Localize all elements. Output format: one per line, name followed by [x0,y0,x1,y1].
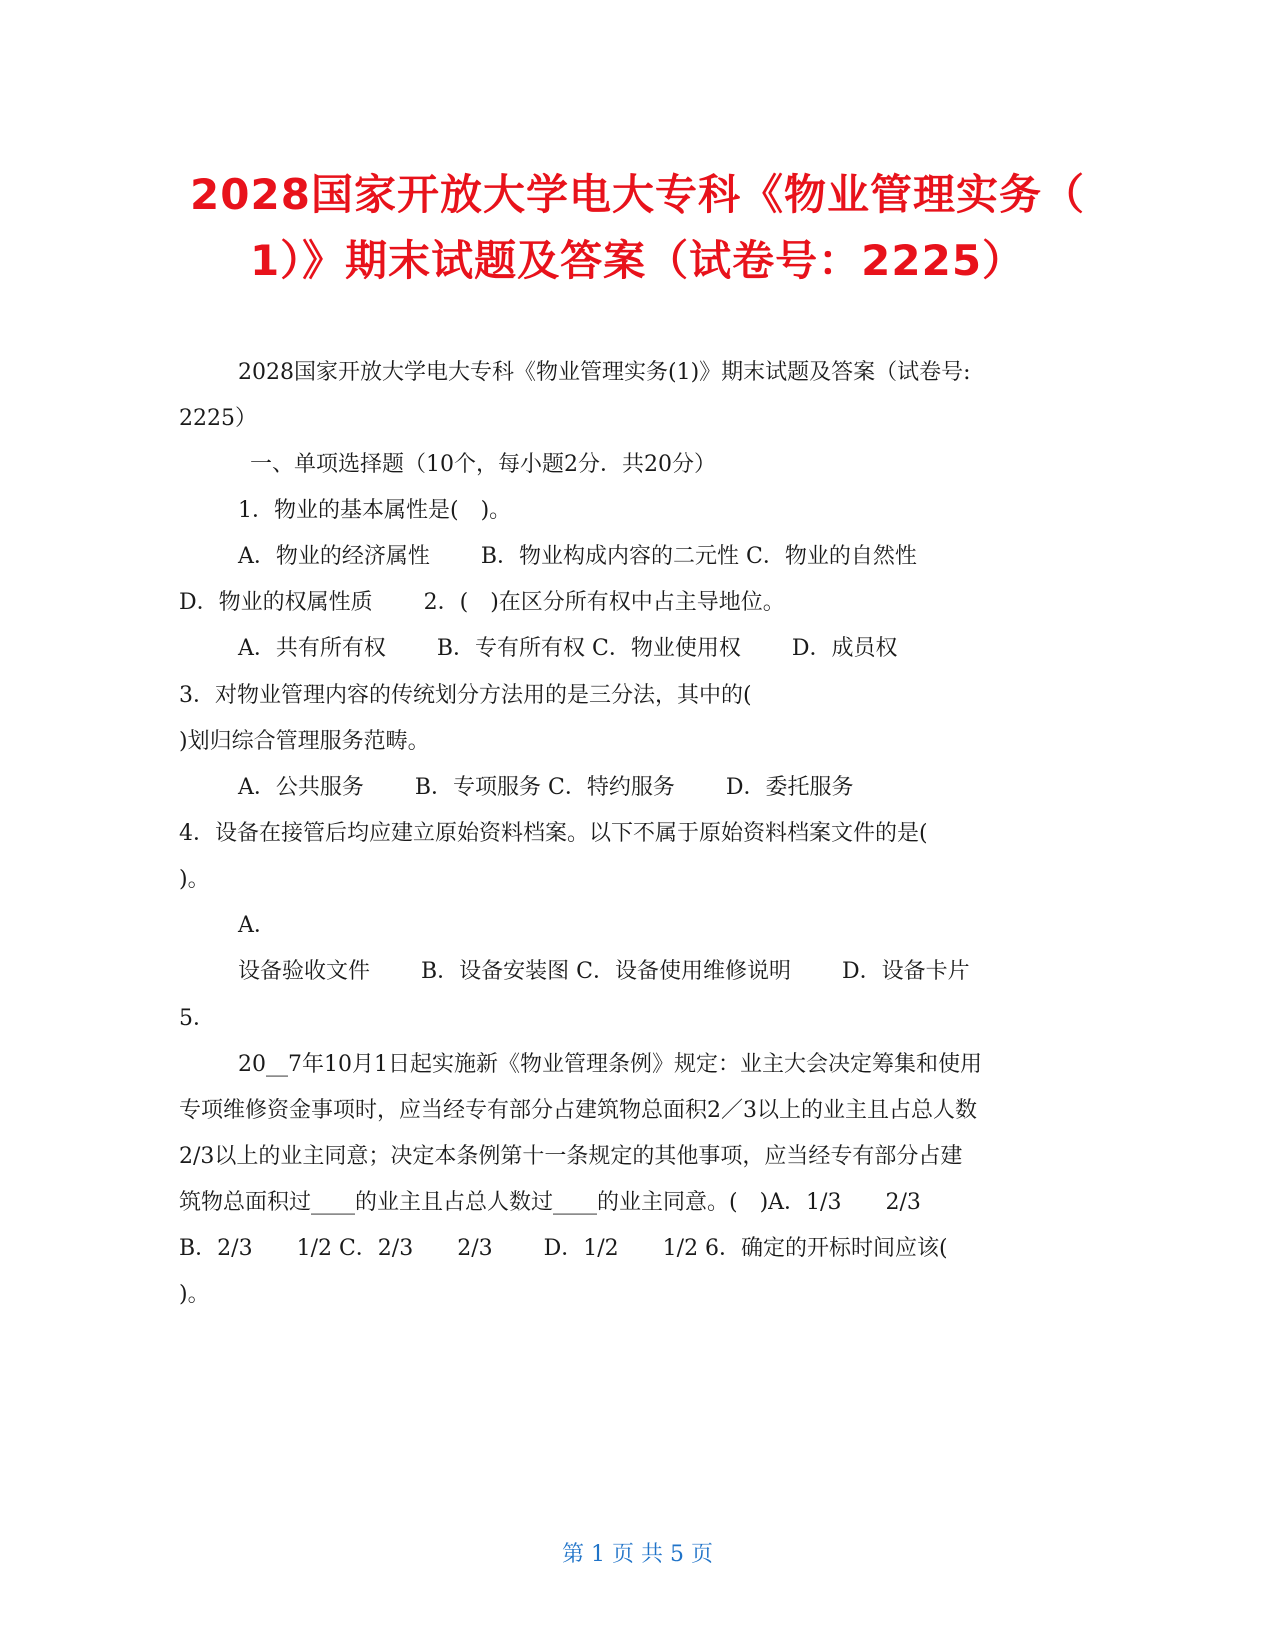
question-1: 1．物业的基本属性是( )。 [238,498,512,523]
question-5-line-4: 筑物总面积过____的业主且占总人数过____的业主同意。( )A．1/3 2/3 [179,1190,921,1215]
document-title-line-2: 1）》期末试题及答案（试卷号：2225） [249,236,1026,285]
question-5-line-3: 2/3以上的业主同意；决定本条例第十一条规定的其他事项，应当经专有部分占建 [179,1144,963,1169]
question-3-options: A．公共服务 B．专项服务 C．特约服务 D．委托服务 [238,775,854,800]
question-5-line-5: B．2/3 1/2 C．2/3 2/3 D．1/2 1/2 6．确定的开标时间应该( [179,1236,948,1261]
question-4-options: 设备验收文件 B．设备安装图 C．设备使用维修说明 D．设备卡片 [238,959,970,984]
page-number-footer: 第 1 页 共 5 页 [562,1542,713,1567]
question-3-line-1: 3．对物业管理内容的传统划分方法用的是三分法，其中的( [179,683,752,708]
question-6-end: )。 [179,1282,210,1307]
question-2-options: A．共有所有权 B．专有所有权 C．物业使用权 D．成员权 [238,636,898,661]
question-5-line-1: 20__7年10月1日起实施新《物业管理条例》规定：业主大会决定筹集和使用 [238,1052,982,1077]
question-5-number: 5． [179,1006,215,1031]
question-4-option-a-label: A． [238,913,276,938]
question-4-line-1: 4．设备在接管后均应建立原始资料档案。以下不属于原始资料档案文件的是( [179,821,928,846]
intro-line-2: 2225） [179,406,257,431]
question-2: D．物业的权属性质 2．( )在区分所有权中占主导地位。 [179,590,785,615]
intro-line-1: 2028国家开放大学电大专科《物业管理实务(1)》期末试题及答案（试卷号: [238,360,971,385]
question-5-line-2: 专项维修资金事项时，应当经专有部分占建筑物总面积2／3以上的业主且占总人数 [179,1098,977,1123]
question-1-options: A．物业的经济属性 B．物业构成内容的二元性 C．物业的自然性 [238,544,917,569]
question-4-line-2: )。 [179,867,210,892]
section-heading: 一、单项选择题（10个，每小题2分．共20分） [250,452,716,477]
question-3-line-2: )划归综合管理服务范畴。 [179,729,430,754]
document-title-line-1: 2028国家开放大学电大专科《物业管理实务（ [190,170,1085,219]
